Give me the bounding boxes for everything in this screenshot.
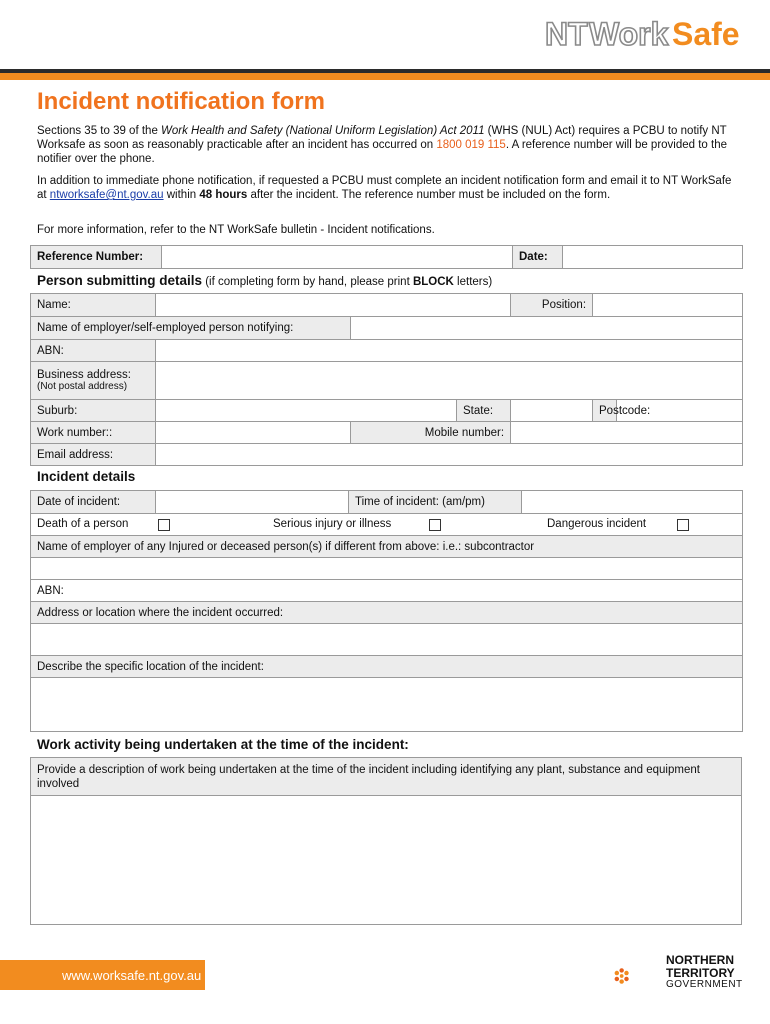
employer-label: Name of employer/self-employed person notifying: bbox=[31, 317, 351, 340]
incident-table bbox=[30, 490, 743, 732]
postcode-label: Postcode: bbox=[593, 400, 617, 422]
incident-section-heading: Incident details bbox=[37, 469, 136, 484]
state-label: State: bbox=[457, 400, 511, 422]
specific-location-field[interactable] bbox=[31, 678, 743, 732]
death-label: Death of a person bbox=[37, 518, 129, 530]
serious-injury-checkbox[interactable] bbox=[429, 519, 441, 531]
work-description-field[interactable] bbox=[31, 796, 742, 925]
page-title: Incident notification form bbox=[37, 88, 325, 115]
name-label: Name: bbox=[31, 294, 156, 317]
svg-text:NT: NT bbox=[545, 16, 588, 52]
work-section-heading: Work activity being undertaken at the time of the incident: bbox=[37, 737, 409, 752]
nt-worksafe-logo bbox=[545, 16, 740, 52]
name-field[interactable] bbox=[156, 294, 511, 317]
email-link[interactable]: ntworksafe@nt.gov.au bbox=[49, 189, 164, 201]
mobile-number-field[interactable] bbox=[511, 422, 743, 444]
email-label: Email address: bbox=[31, 444, 156, 466]
incident-type-row bbox=[31, 514, 743, 536]
suburb-field[interactable] bbox=[156, 400, 457, 422]
position-label: Position: bbox=[511, 294, 593, 317]
suburb-label: Suburb: bbox=[31, 400, 156, 422]
abn-field[interactable] bbox=[156, 340, 743, 362]
nt-government-wordmark: NORTHERN TERRITORY GOVERNMENT bbox=[666, 953, 743, 990]
incident-time-field[interactable] bbox=[522, 491, 743, 514]
work-number-label: Work number:: bbox=[31, 422, 156, 444]
state-field[interactable] bbox=[511, 400, 593, 422]
incident-time-label: Time of incident: (am/pm) bbox=[349, 491, 522, 514]
injured-employer-label: Name of employer of any Injured or deceased person(s) if different from above: i.e.: subcontractor bbox=[31, 536, 743, 558]
footer-url: www.worksafe.nt.gov.au bbox=[62, 968, 202, 983]
reference-number-field[interactable] bbox=[162, 246, 513, 269]
intro-paragraph-1: Sections 35 to 39 of the Work Health and Safety (National Uniform Legislation) Act 2011 (WHS (NUL) Act) requires a PCBU to notify NT Worksafe as soon as reasonably practicable after an incident has occurred on 1800 019 115. A reference number will be provided to the notifier over the phone. bbox=[37, 125, 728, 165]
specific-location-label: Describe the specific location of the incident: bbox=[31, 656, 743, 678]
incident-address-field[interactable] bbox=[31, 624, 743, 656]
reference-date-field[interactable] bbox=[563, 246, 743, 269]
death-checkbox[interactable] bbox=[158, 519, 170, 531]
reference-number-label: Reference Number: bbox=[31, 246, 162, 269]
dangerous-incident-label: Dangerous incident bbox=[547, 518, 647, 530]
reference-date-label: Date: bbox=[513, 246, 563, 269]
incident-date-field[interactable] bbox=[156, 491, 349, 514]
business-address-label: Business address: (Not postal address) bbox=[31, 362, 156, 400]
dangerous-incident-checkbox[interactable] bbox=[677, 519, 689, 531]
person-table bbox=[30, 293, 743, 466]
abn-label: ABN: bbox=[31, 340, 156, 362]
work-number-field[interactable] bbox=[156, 422, 351, 444]
incident-address-label: Address or location where the incident occurred: bbox=[31, 602, 743, 624]
reference-table bbox=[30, 245, 743, 269]
email-field[interactable] bbox=[156, 444, 743, 466]
business-address-field[interactable] bbox=[156, 362, 743, 400]
injured-employer-field[interactable] bbox=[31, 558, 743, 580]
mobile-number-label: Mobile number: bbox=[351, 422, 511, 444]
position-field[interactable] bbox=[593, 294, 743, 317]
work-description-label: Provide a description of work being undertaken at the time of the incident including identifying any plant, substance and equipment involved bbox=[31, 758, 742, 796]
svg-text:Work: Work bbox=[589, 16, 669, 52]
intro-paragraph-2: In addition to immediate phone notification, if requested a PCBU must complete an incident notification form and email it to NT WorkSafe at ntworksafe@nt.gov.au within 48 hours after the incident. The reference number must be included on the form. bbox=[37, 175, 732, 201]
person-section-heading: Person submitting details (if completing form by hand, please print BLOCK letters) bbox=[37, 273, 493, 288]
nt-government-logo bbox=[612, 952, 664, 1000]
serious-injury-label: Serious injury or illness bbox=[273, 518, 392, 530]
incident-abn-label: ABN: bbox=[31, 580, 743, 602]
header-bar-orange bbox=[0, 73, 770, 80]
employer-field[interactable] bbox=[351, 317, 743, 340]
work-table bbox=[30, 757, 742, 925]
intro-paragraph-3: For more information, refer to the NT WorkSafe bulletin - Incident notifications. bbox=[37, 224, 435, 236]
incident-date-label: Date of incident: bbox=[31, 491, 156, 514]
svg-text:Safe: Safe bbox=[672, 16, 740, 52]
